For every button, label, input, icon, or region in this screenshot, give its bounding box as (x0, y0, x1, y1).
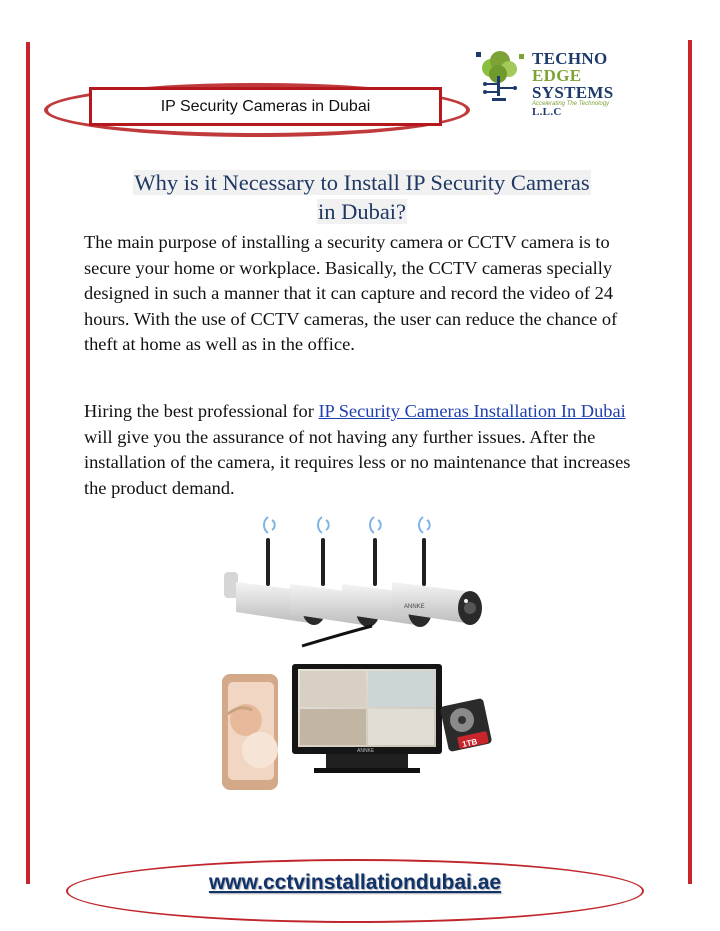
hiring-text-after: will give you the assurance of not having any further issues. After the installation of the camera, it requires less or no maintenance that increases the product demand. (84, 426, 631, 498)
header-label: IP Security Cameras in Dubai (89, 87, 442, 126)
hiring-paragraph (84, 399, 640, 501)
logo-text-techno: TECHNO (532, 49, 608, 68)
heading-line-2: in Dubai? (317, 199, 407, 224)
logo-text-llc: L.L.C (532, 106, 562, 118)
smartphone (222, 674, 278, 790)
ip-camera-installation-link[interactable]: IP Security Cameras Installation In Dubai (318, 401, 626, 421)
logo-tagline: Accelerating The Technology (532, 101, 610, 107)
company-logo (472, 48, 642, 118)
right-border-bar (688, 40, 692, 884)
camera-cable (302, 626, 372, 646)
wifi-signal-icons (264, 517, 430, 533)
hard-drive (440, 698, 493, 752)
monitor-brand-label: ANNKE (357, 748, 375, 754)
website-link[interactable]: www.cctvinstallationdubai.ae (208, 871, 502, 894)
left-border-bar (26, 42, 30, 884)
logo-text-edge: EDGE (532, 66, 582, 85)
heading-line-1: Why is it Necessary to Install IP Security Cameras (134, 170, 590, 195)
nvr-monitor (292, 664, 442, 773)
page-heading (84, 168, 640, 226)
intro-paragraph: The main purpose of installing a security camera or CCTV camera is to secure your home or workplace. Basically, the CCTV cameras specially designed in such a manner that it can capture and record the video of 24 hours. With the use of CCTV cameras, the user can reduce the chance of theft at home as well as in the office. (84, 232, 618, 355)
tree-circuit-icon (472, 48, 530, 110)
antennas (266, 538, 426, 586)
cctv-product-image (222, 514, 502, 790)
hiring-text-before: Hiring the best professional for (84, 401, 319, 421)
logo-text-systems-word: SYSTEMS (532, 83, 614, 102)
camera-brand-label: ANNKE (404, 604, 425, 610)
hdd-capacity-label: 1TB (461, 737, 479, 749)
